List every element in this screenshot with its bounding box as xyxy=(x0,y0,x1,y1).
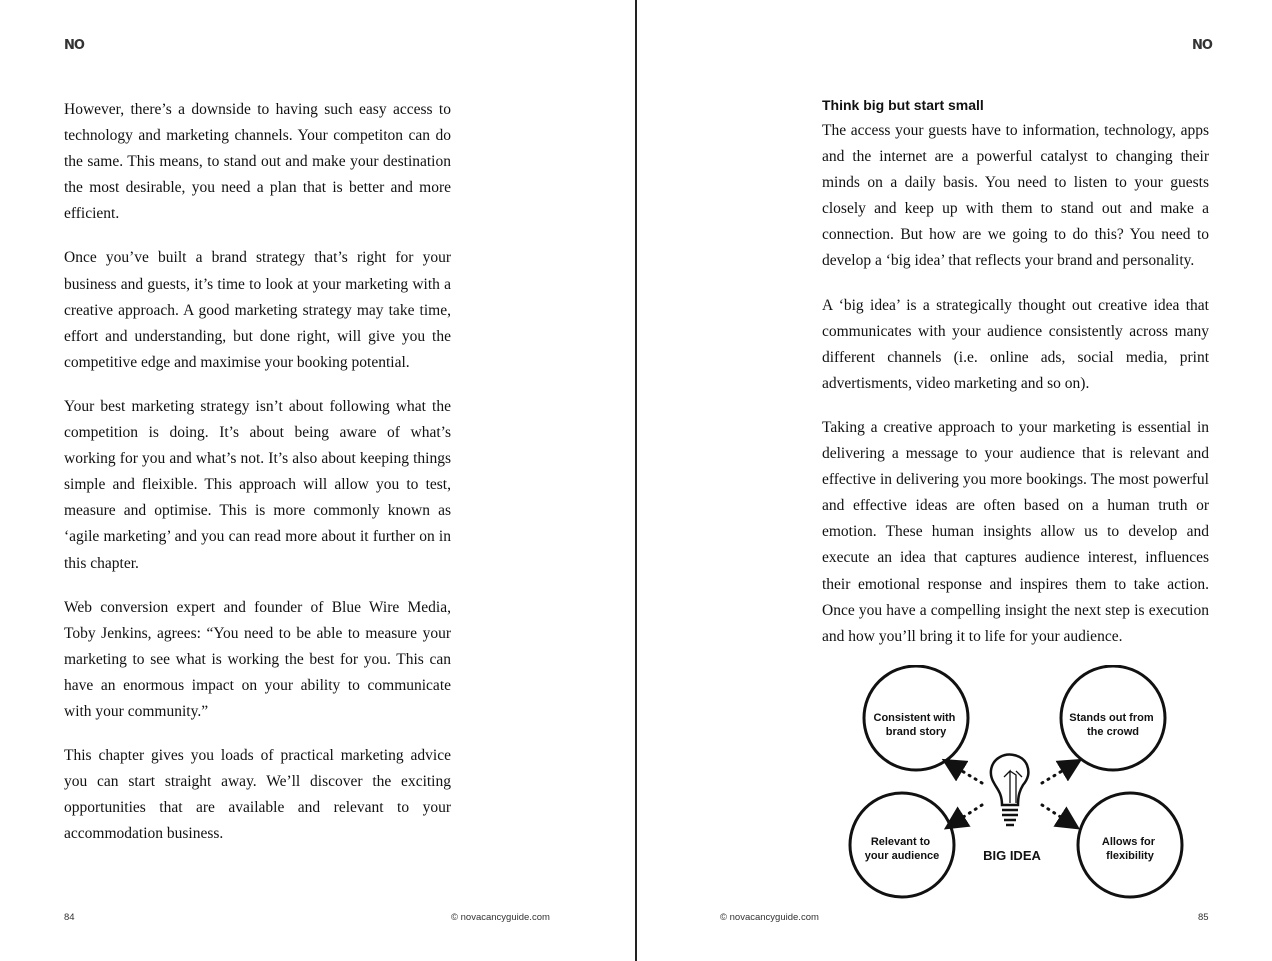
paragraph: This chapter gives you loads of practical marketing advice you can start straight away. We’ll discover the exciting opportunities that are available and relevant to your accommodation business. xyxy=(64,747,451,843)
arrow-top-right xyxy=(1042,765,1072,783)
arrow-top-left xyxy=(952,765,982,783)
label-top-left: Consistent with brand story xyxy=(873,712,956,738)
arrow-bottom-right xyxy=(1042,805,1070,823)
paragraph: However, there’s a downside to having such easy access to technology and marketing channels. Your competiton can do the same. This means, to stand out and make your destination the most desirable, you need a plan that is better and more efficient. xyxy=(64,101,451,223)
big-idea-diagram xyxy=(842,665,1192,905)
left-body-text xyxy=(64,97,451,865)
right-page xyxy=(637,0,1272,961)
right-body-text xyxy=(822,92,1209,668)
paragraph: The access your guests have to information, technology, apps and the internet are a powerful catalyst to changing their minds on a daily basis. You need to listen to your guests closely and keep up with them to stand out and make a connection. But how are we going to do this? You need to develop a ‘big idea’ that reflects your brand and personality. xyxy=(822,122,1209,270)
left-page xyxy=(0,0,635,961)
label-big-idea: BIG IDEA xyxy=(983,848,1041,863)
paragraph: Once you’ve built a brand strategy that’s right for your business and guests, it’s time to look at your marketing with a creative approach. A good marketing strategy may take time, effort and understanding, but done right, will give you the competitive edge and maximise your booking potential. xyxy=(64,249,451,371)
paragraph: Web conversion expert and founder of Blue Wire Media, Toby Jenkins, agrees: “You need to be able to measure your marketing to see what is working the best for you. This can have an enormous impact on your ability to communicate with your community.” xyxy=(64,598,451,720)
page-number: 85 xyxy=(1198,912,1209,923)
label-bottom-left: Relevant to your audience xyxy=(864,836,940,862)
label-top-right: Stands out from the crowd xyxy=(1069,712,1154,738)
brand-logo: NO xyxy=(64,38,84,53)
paragraph: Taking a creative approach to your marketing is essential in delivering a message to your audience that is relevant and effective in delivering you more bookings. The most powerful and effective ideas are often based on a human truth or emotion. These human insights allow us to develop and execute an idea that captures audience interest, influences their emotional response and inspires them to take action. Once you have a compelling insight the next step is execution and how you’ll bring it to life for your audience. xyxy=(822,418,1209,645)
footer-url: © novacancyguide.com xyxy=(720,912,819,923)
page-number: 84 xyxy=(64,912,75,923)
lightbulb-icon xyxy=(991,755,1029,825)
arrow-bottom-left xyxy=(954,805,982,823)
paragraph: A ‘big idea’ is a strategically thought out creative idea that communicates with your audience consistently across many different channels (i.e. online ads, social media, print advertisments, video marketing and so on). xyxy=(822,296,1209,392)
section-heading: Think big but start small xyxy=(822,97,984,113)
brand-logo: NO xyxy=(1192,38,1212,53)
paragraph: Your best marketing strategy isn’t about following what the competition is doing. It’s about being aware of what’s working for you and what’s not. It’s also about keeping things simple and fleixible. This approach will allow you to test, measure and optimise. This is more commonly known as ‘agile marketing’ and you can read more about it further on in this chapter. xyxy=(64,397,451,572)
footer-url: © novacancyguide.com xyxy=(451,912,550,923)
label-bottom-right: Allows for flexibility xyxy=(1101,836,1156,862)
